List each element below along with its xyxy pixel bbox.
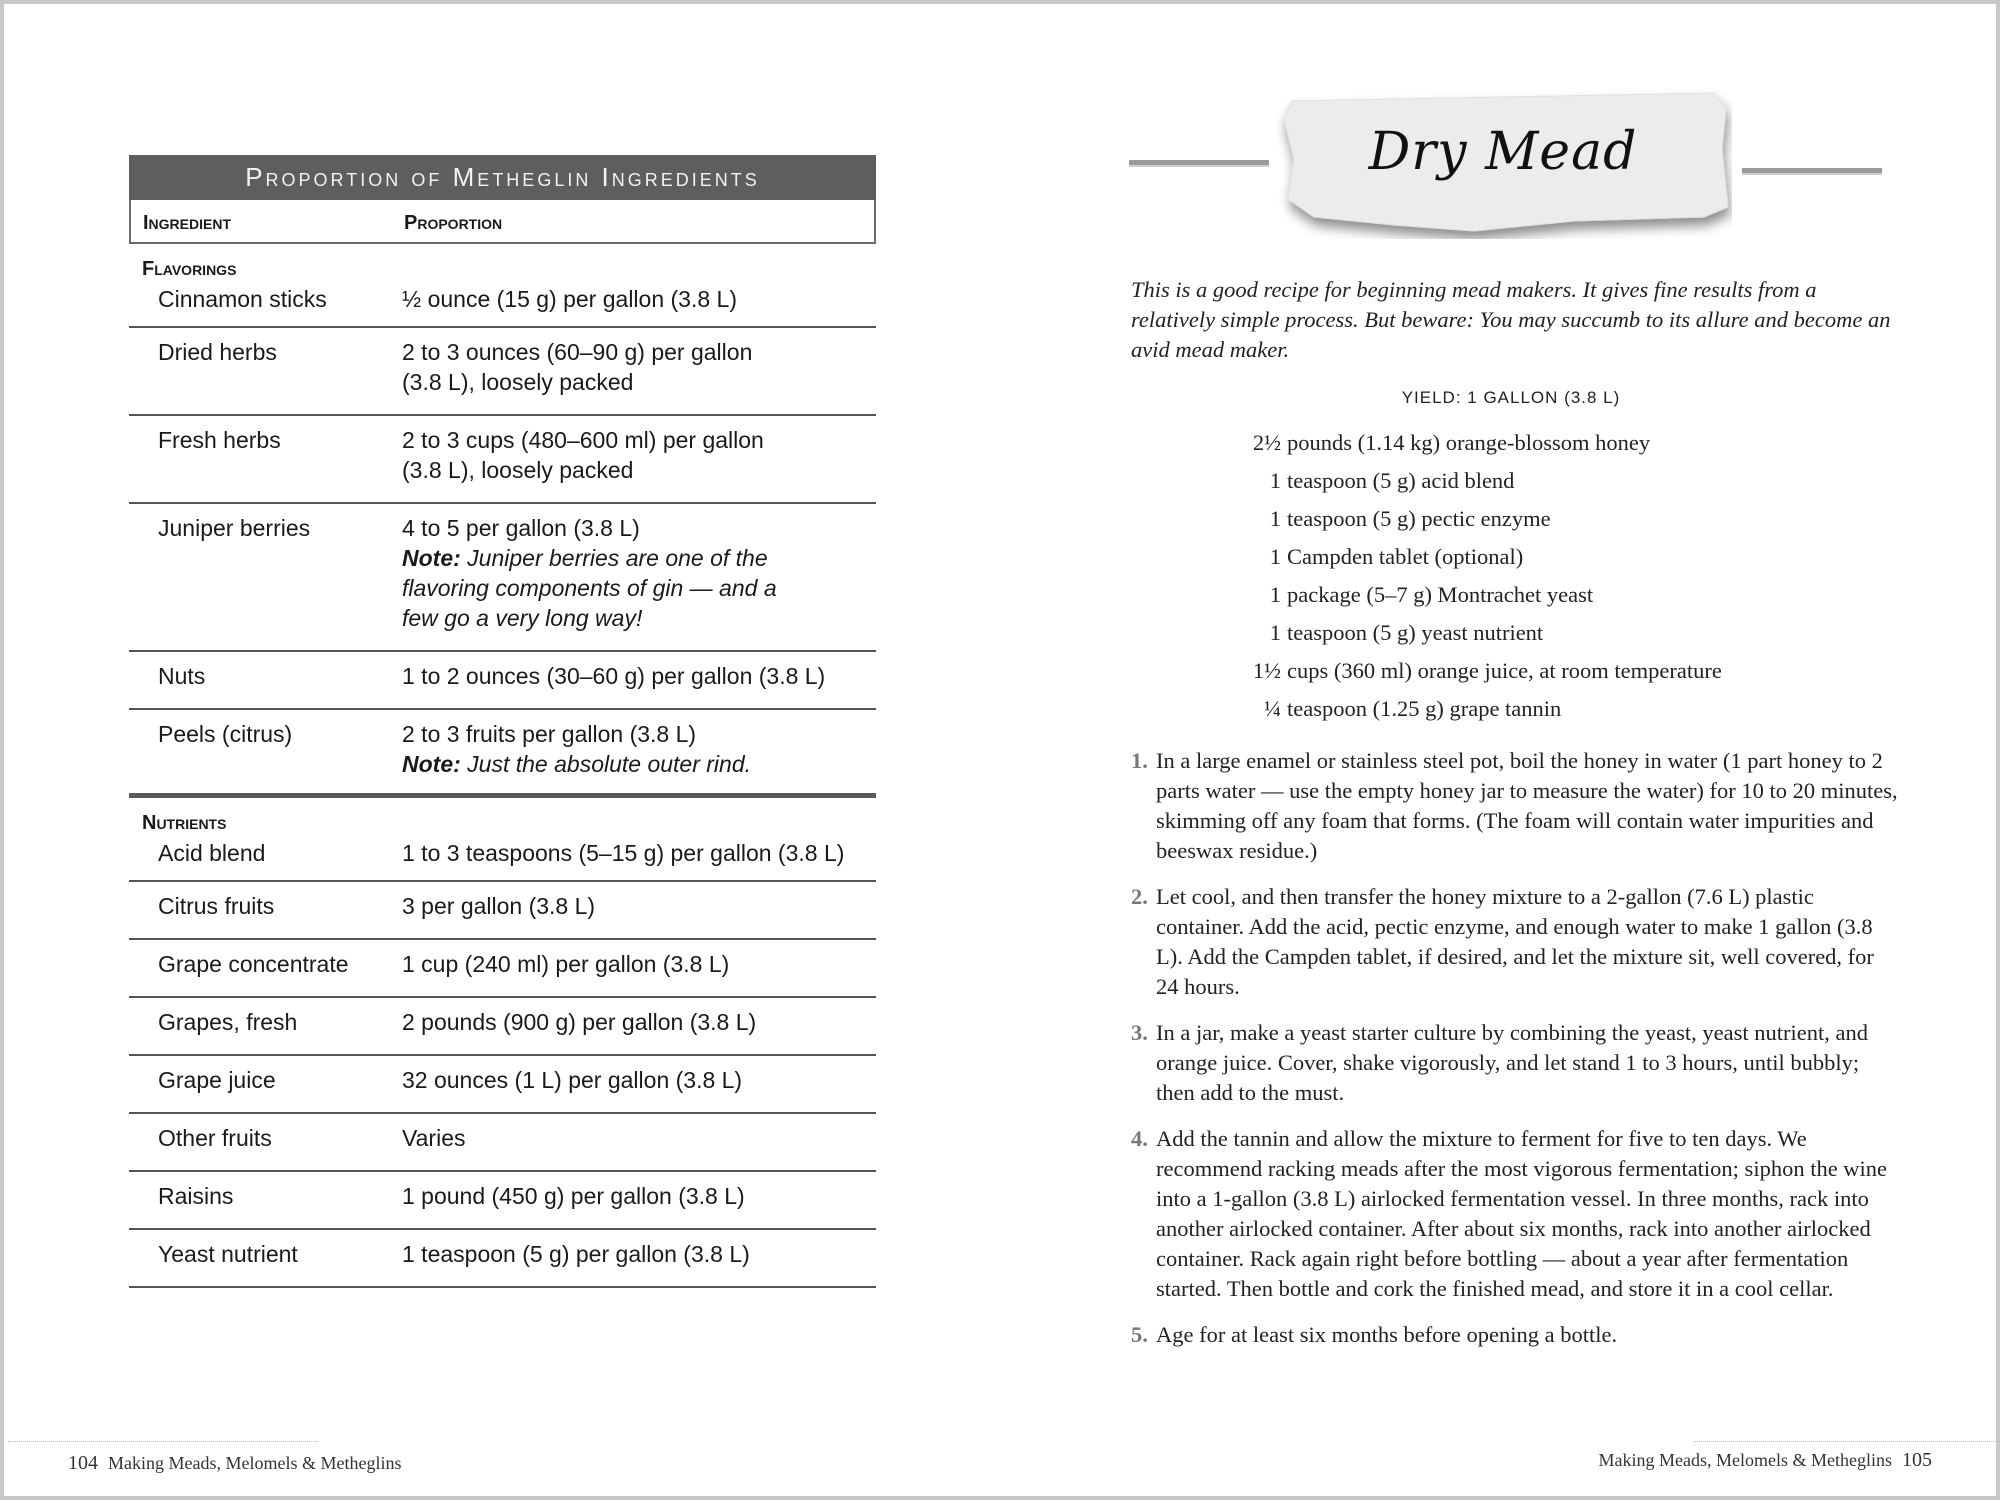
proportion-cell <box>402 425 872 485</box>
section-heading: Nutrients <box>142 812 227 834</box>
footer-rule-left <box>8 1441 318 1442</box>
proportion-line: 3 per gallon (3.8 L) <box>402 893 596 919</box>
note-line <box>402 543 872 573</box>
header-ingredient: Ingredient <box>143 212 232 234</box>
step-number: 3. <box>1131 1020 1148 1045</box>
note-text: Juniper berries are one of the <box>460 545 768 571</box>
table-row <box>129 1172 876 1230</box>
proportion-cell <box>402 284 872 314</box>
note-label: Note: <box>402 545 461 571</box>
ingredient-item <box>1241 655 1722 693</box>
proportion-cell <box>402 1123 872 1153</box>
recipe-step <box>1131 1018 1901 1108</box>
ingredient-item <box>1241 541 1722 579</box>
step-text: Let cool, and then transfer the honey mixture to a 2-gallon (7.6 L) plastic container. Add the acid, pectic enzyme, and enough water to make 1 gallon (3.8 L). Add the Campden tablet, if desired, and let the mixture sit, well covered, for 24 hours. <box>1156 884 1874 999</box>
step-text: In a jar, make a yeast starter culture by combining the yeast, yeast nutrient, and orange juice. Cover, shake vigorously, and let stand 1 to 3 hours, until bubbly; then add to the must. <box>1156 1020 1868 1105</box>
ingredient-cell: Cinnamon sticks <box>158 286 327 312</box>
ingredient-text: teaspoon (1.25 g) grape tannin <box>1287 696 1562 721</box>
note-text: flavoring components of gin — and a <box>402 575 777 601</box>
recipe-step <box>1131 882 1901 1002</box>
proportion-line: 2 to 3 fruits per gallon (3.8 L) <box>402 721 697 747</box>
table-row <box>129 504 876 652</box>
ingredient-cell: Peels (citrus) <box>158 721 293 747</box>
ingredient-list <box>1241 427 1722 731</box>
ingredient-cell: Grape juice <box>158 1067 276 1093</box>
ingredient-item <box>1241 693 1722 731</box>
note-text: Just the absolute outer rind. <box>460 751 752 777</box>
ingredient-quantity: 1 <box>1269 544 1281 569</box>
table-header <box>129 200 876 244</box>
proportion-cell <box>402 661 872 691</box>
table-row <box>129 998 876 1056</box>
table-row <box>129 328 876 416</box>
header-proportion: Proportion <box>404 212 503 234</box>
table-row <box>129 882 876 940</box>
ingredient-quantity: ¼ <box>1264 696 1281 721</box>
note-text: few go a very long way! <box>402 605 643 631</box>
proportion-cell <box>402 719 872 779</box>
ingredient-item <box>1241 465 1722 503</box>
title-rule-left <box>1129 160 1269 167</box>
recipe-step <box>1131 746 1901 866</box>
proportion-cell <box>402 891 872 921</box>
ingredient-cell: Grape concentrate <box>158 951 349 977</box>
recipe-yield: YIELD: 1 GALLON (3.8 L) <box>1401 388 1621 407</box>
proportion-cell <box>402 949 872 979</box>
step-text: In a large enamel or stainless steel pot, boil the honey in water (1 part honey to 2 parts water — use the empty honey jar to measure the water) for 10 to 20 minutes, skimming off any foam that forms. (The foam will contain water impurities and beeswax residue.) <box>1156 748 1898 863</box>
step-number: 2. <box>1131 884 1148 909</box>
proportion-line: 1 pound (450 g) per gallon (3.8 L) <box>402 1183 745 1209</box>
proportion-cell <box>402 513 872 633</box>
ingredient-quantity: 2½ <box>1252 430 1281 455</box>
table-row <box>129 940 876 998</box>
ingredient-text: Campden tablet (optional) <box>1287 544 1524 569</box>
note-line <box>402 749 872 779</box>
proportion-cell <box>402 1181 872 1211</box>
table-row <box>129 1114 876 1172</box>
table-row <box>129 284 876 328</box>
ingredient-item <box>1241 503 1722 541</box>
recipe-steps <box>1131 746 1901 1366</box>
step-text: Add the tannin and allow the mixture to ferment for five to ten days. We recommend racking meads after the most vigorous fermentation; siphon the wine into a 1-gallon (3.8 L) airlocked fermentation vessel. In three months, rack into another airlocked container. After about six months, rack into another airlocked container. Rack again right before bottling — about a year after fermentation started. Then bottle and cork the finished mead, and store it in a cool cellar. <box>1156 1126 1888 1301</box>
proportion-line: 32 ounces (1 L) per gallon (3.8 L) <box>402 1067 743 1093</box>
footer-right <box>1599 1449 1932 1472</box>
ingredient-text: cups (360 ml) orange juice, at room temperature <box>1287 658 1722 683</box>
proportion-line: 2 to 3 cups (480–600 ml) per gallon <box>402 427 764 453</box>
ingredient-text: package (5–7 g) Montrachet yeast <box>1287 582 1594 607</box>
recipe-step <box>1131 1124 1901 1304</box>
ingredient-item <box>1241 617 1722 655</box>
table-row <box>129 1230 876 1288</box>
ingredient-cell: Citrus fruits <box>158 893 275 919</box>
table-row <box>129 710 876 798</box>
table-row <box>129 652 876 710</box>
ingredient-quantity: 1½ <box>1252 658 1281 683</box>
note-line <box>402 603 872 633</box>
ingredient-text: pounds (1.14 kg) orange-blossom honey <box>1287 430 1651 455</box>
ingredient-cell: Acid blend <box>158 840 266 866</box>
ingredient-item <box>1241 579 1722 617</box>
ingredient-text: teaspoon (5 g) acid blend <box>1287 468 1515 493</box>
ingredient-text: teaspoon (5 g) pectic enzyme <box>1287 506 1551 531</box>
recipe-title: Dry Mead <box>1368 122 1638 182</box>
proportion-cell <box>402 1007 872 1037</box>
table-row <box>129 416 876 504</box>
metheglin-proportion-table <box>129 155 876 1288</box>
proportion-cell <box>402 337 872 397</box>
title-rule-right <box>1742 168 1882 175</box>
footer-rule-right <box>1694 1441 2000 1442</box>
step-number: 1. <box>1131 748 1148 773</box>
recipe-intro: This is a good recipe for beginning mead makers. It gives fine results from a relatively simple process. But beware: You may succumb to its allure and become an avid mead maker. <box>1131 277 1891 362</box>
ingredient-text: teaspoon (5 g) yeast nutrient <box>1287 620 1544 645</box>
running-title-right: Making Meads, Melomels & Metheglins <box>1598 1450 1892 1470</box>
proportion-line: 2 to 3 ounces (60–90 g) per gallon <box>402 339 753 365</box>
ingredient-quantity: 1 <box>1269 620 1281 645</box>
table-row <box>129 838 876 882</box>
table-row <box>129 1056 876 1114</box>
page-number-left: 104 <box>68 1452 98 1474</box>
ingredient-quantity: 1 <box>1269 506 1281 531</box>
running-title-left: Making Meads, Melomels & Metheglins <box>108 1453 402 1473</box>
proportion-line: (3.8 L), loosely packed <box>402 369 634 395</box>
proportion-line: 1 cup (240 ml) per gallon (3.8 L) <box>402 951 730 977</box>
proportion-line: 4 to 5 per gallon (3.8 L) <box>402 515 640 541</box>
ingredient-cell: Nuts <box>158 663 206 689</box>
ingredient-quantity: 1 <box>1269 468 1281 493</box>
proportion-line: 2 pounds (900 g) per gallon (3.8 L) <box>402 1009 757 1035</box>
ingredient-cell: Other fruits <box>158 1125 272 1151</box>
step-number: 4. <box>1131 1126 1148 1151</box>
ingredient-item <box>1241 427 1722 465</box>
note-label: Note: <box>402 751 461 777</box>
section-heading: Flavorings <box>142 258 237 280</box>
ingredient-cell: Grapes, fresh <box>158 1009 298 1035</box>
ingredient-cell: Juniper berries <box>158 515 311 541</box>
proportion-cell <box>402 1065 872 1095</box>
proportion-line: (3.8 L), loosely packed <box>402 457 634 483</box>
recipe-step <box>1131 1320 1901 1350</box>
ingredient-cell: Dried herbs <box>158 339 277 365</box>
page-number-right: 105 <box>1902 1449 1932 1471</box>
ingredient-cell: Fresh herbs <box>158 427 281 453</box>
ingredient-cell: Yeast nutrient <box>158 1241 298 1267</box>
ingredient-cell: Raisins <box>158 1183 234 1209</box>
step-number: 5. <box>1131 1322 1148 1347</box>
proportion-line: 1 teaspoon (5 g) per gallon (3.8 L) <box>402 1241 750 1267</box>
step-text: Age for at least six months before opening a bottle. <box>1156 1322 1618 1347</box>
proportion-line: Varies <box>402 1125 466 1151</box>
proportion-line: ½ ounce (15 g) per gallon (3.8 L) <box>402 286 737 312</box>
table-title: Proportion of Metheglin Ingredients <box>129 155 876 200</box>
proportion-line: 1 to 3 teaspoons (5–15 g) per gallon (3.8 L) <box>402 840 845 866</box>
proportion-cell <box>402 838 872 868</box>
proportion-line: 1 to 2 ounces (30–60 g) per gallon (3.8 L) <box>402 663 826 689</box>
footer-left <box>68 1452 401 1475</box>
proportion-cell <box>402 1239 872 1269</box>
table-body <box>129 244 876 1288</box>
note-line <box>402 573 872 603</box>
ingredient-quantity: 1 <box>1269 582 1281 607</box>
